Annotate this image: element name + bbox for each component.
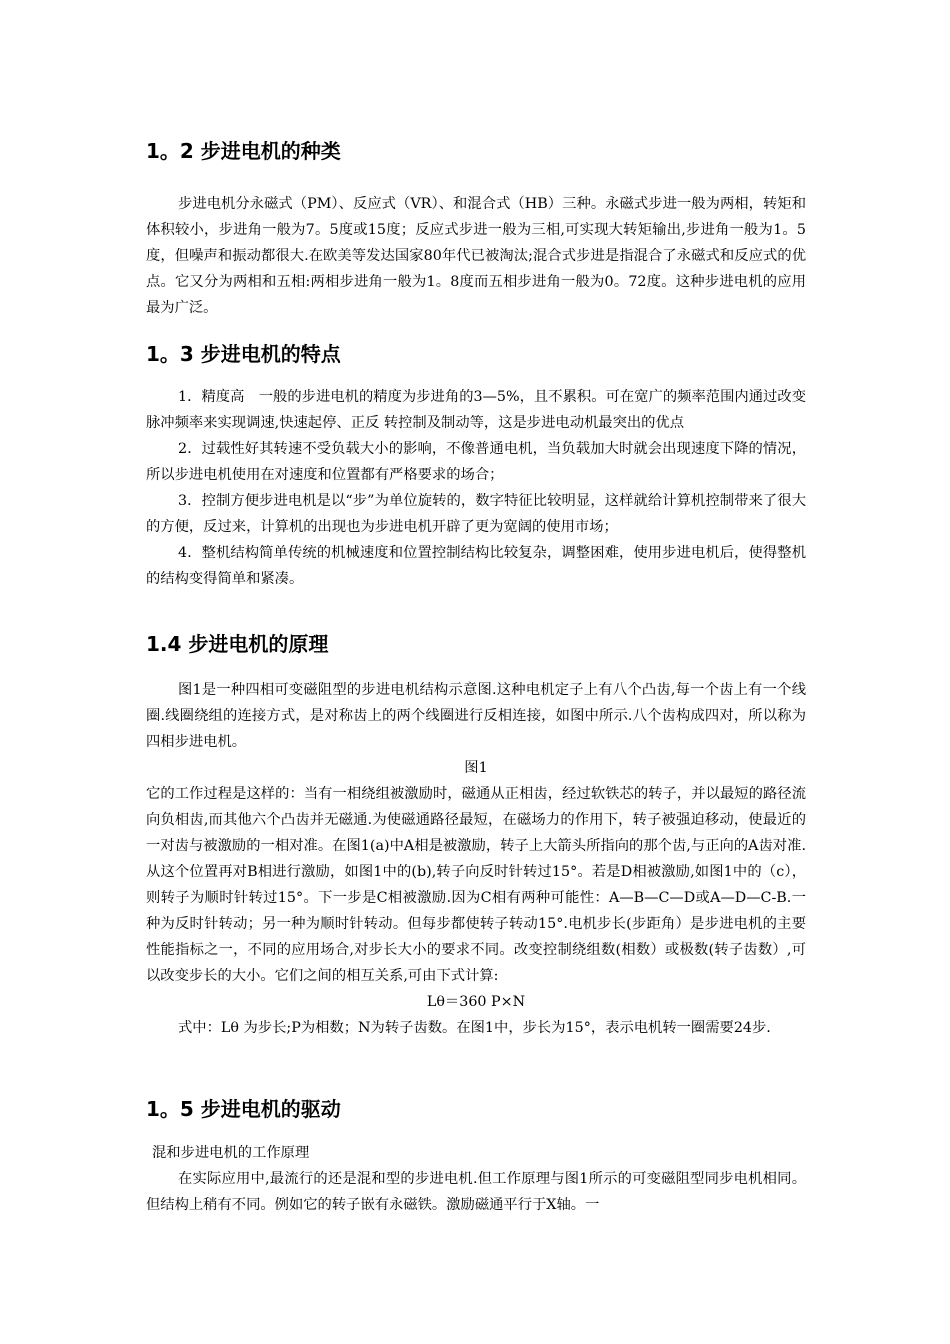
section-heading-1-3: 1。3 步进电机的特点: [146, 342, 341, 366]
paragraph: 它的工作过程是这样的：当有一相绕组被激励时，磁通从正相齿，经过软铁芯的转子，并以最短的路径流向负相齿,而其他六个凸齿并无磁通.为使磁通路径最短，在磁场力的作用下，转子被强迫移动，使最近的一对齿与被激励的一相对准。在图1(a)中A相是被激励，转子上大箭头所指向的那个齿,与正向的A齿对准.从这个位置再对B相进行激励，如图1中的(b),转子向反时针转过15°。若是D相被激励,如图1中的（c），则转子为顺时针转过15°。下一步是C相被激励.因为C相有两种可能性：A—B—C—D或A—D—C-B.一种为反时针转动；另一种为顺时针转动。但每步都使转子转动15°.电机步长(步距角）是步进电机的主要性能指标之一，不同的应用场合,对步长大小的要求不同。改变控制绕组数(相数）或极数(转子齿数）,可以改变步长的大小。它们之间的相互关系,可由下式计算:: [146, 786, 806, 984]
list-item: 2．过载性好其转速不受负载大小的影响，不像普通电机，当负载加大时就会出现速度下降的情况，所以步进电机使用在对速度和位置都有严格要求的场合；: [146, 441, 806, 483]
list-item: 1．精度高 一般的步进电机的精度为步进角的3—5%，且不累积。可在宽广的频率范围内通过改变脉冲频率来实现调速,快速起停、正反 转控制及制动等，这是步进电动机最突出的优点: [146, 389, 806, 431]
paragraph: 步进电机分永磁式（PM）、反应式（VR）、和混合式（HB）三种。永磁式步进一般为两相，转矩和体积较小，步进角一般为7。5度或15度；反应式步进一般为三相,可实现大转矩输出,步进角一般为1。5度，但噪声和振动都很大.在欧美等发达国家80年代已被淘汰;混合式步进是指混合了永磁式和反应式的优点。它又分为两相和五相:两相步进角一般为1。8度而五相步进角一般为0。72度。这种步进电机的应用最为广泛。: [146, 196, 806, 316]
paragraph: 在实际应用中,最流行的还是混和型的步进电机.但工作原理与图1所示的可变磁阻型同步电机相同。但结构上稍有不同。例如它的转子嵌有永磁铁。激励磁通平行于X轴。一: [146, 1171, 806, 1213]
paragraph: 式中：Lθ 为步长;P为相数；N为转子齿数。在图1中，步长为15°，表示电机转一圈需要24步.: [178, 1020, 771, 1036]
section-heading-1-2: 1。2 步进电机的种类: [146, 139, 341, 163]
list-item: 3．控制方便步进电机是以“步”为单位旋转的，数字特征比较明显，这样就给计算机控制带来了很大的方便，反过来，计算机的出现也为步进电机开辟了更为宽阔的使用市场；: [146, 493, 806, 535]
section-1-5-body: [146, 1140, 806, 1218]
list-item: 4．整机结构简单传统的机械速度和位置控制结构比较复杂，调整困难，使用步进电机后，使得整机的结构变得简单和紧凑。: [146, 545, 806, 587]
section-1-3-body: [146, 384, 806, 592]
paragraph: 图1是一种四相可变磁阻型的步进电机结构示意图.这种电机定子上有八个凸齿,每一个齿上有一个线圈.线圈绕组的连接方式，是对称齿上的两个线圈进行反相连接，如图中所示.八个齿构成四对，所以称为四相步进电机。: [146, 682, 806, 750]
section-heading-1-5: 1。5 步进电机的驱动: [146, 1097, 341, 1121]
subheading: 混和步进电机的工作原理: [152, 1145, 310, 1161]
section-1-4-body: [146, 677, 806, 1041]
section-1-2-body: [146, 191, 806, 321]
formula: Lθ＝360 P×N: [426, 994, 526, 1010]
figure-caption: 图1: [464, 760, 488, 776]
section-heading-1-4: 1.4 步进电机的原理: [146, 632, 329, 656]
